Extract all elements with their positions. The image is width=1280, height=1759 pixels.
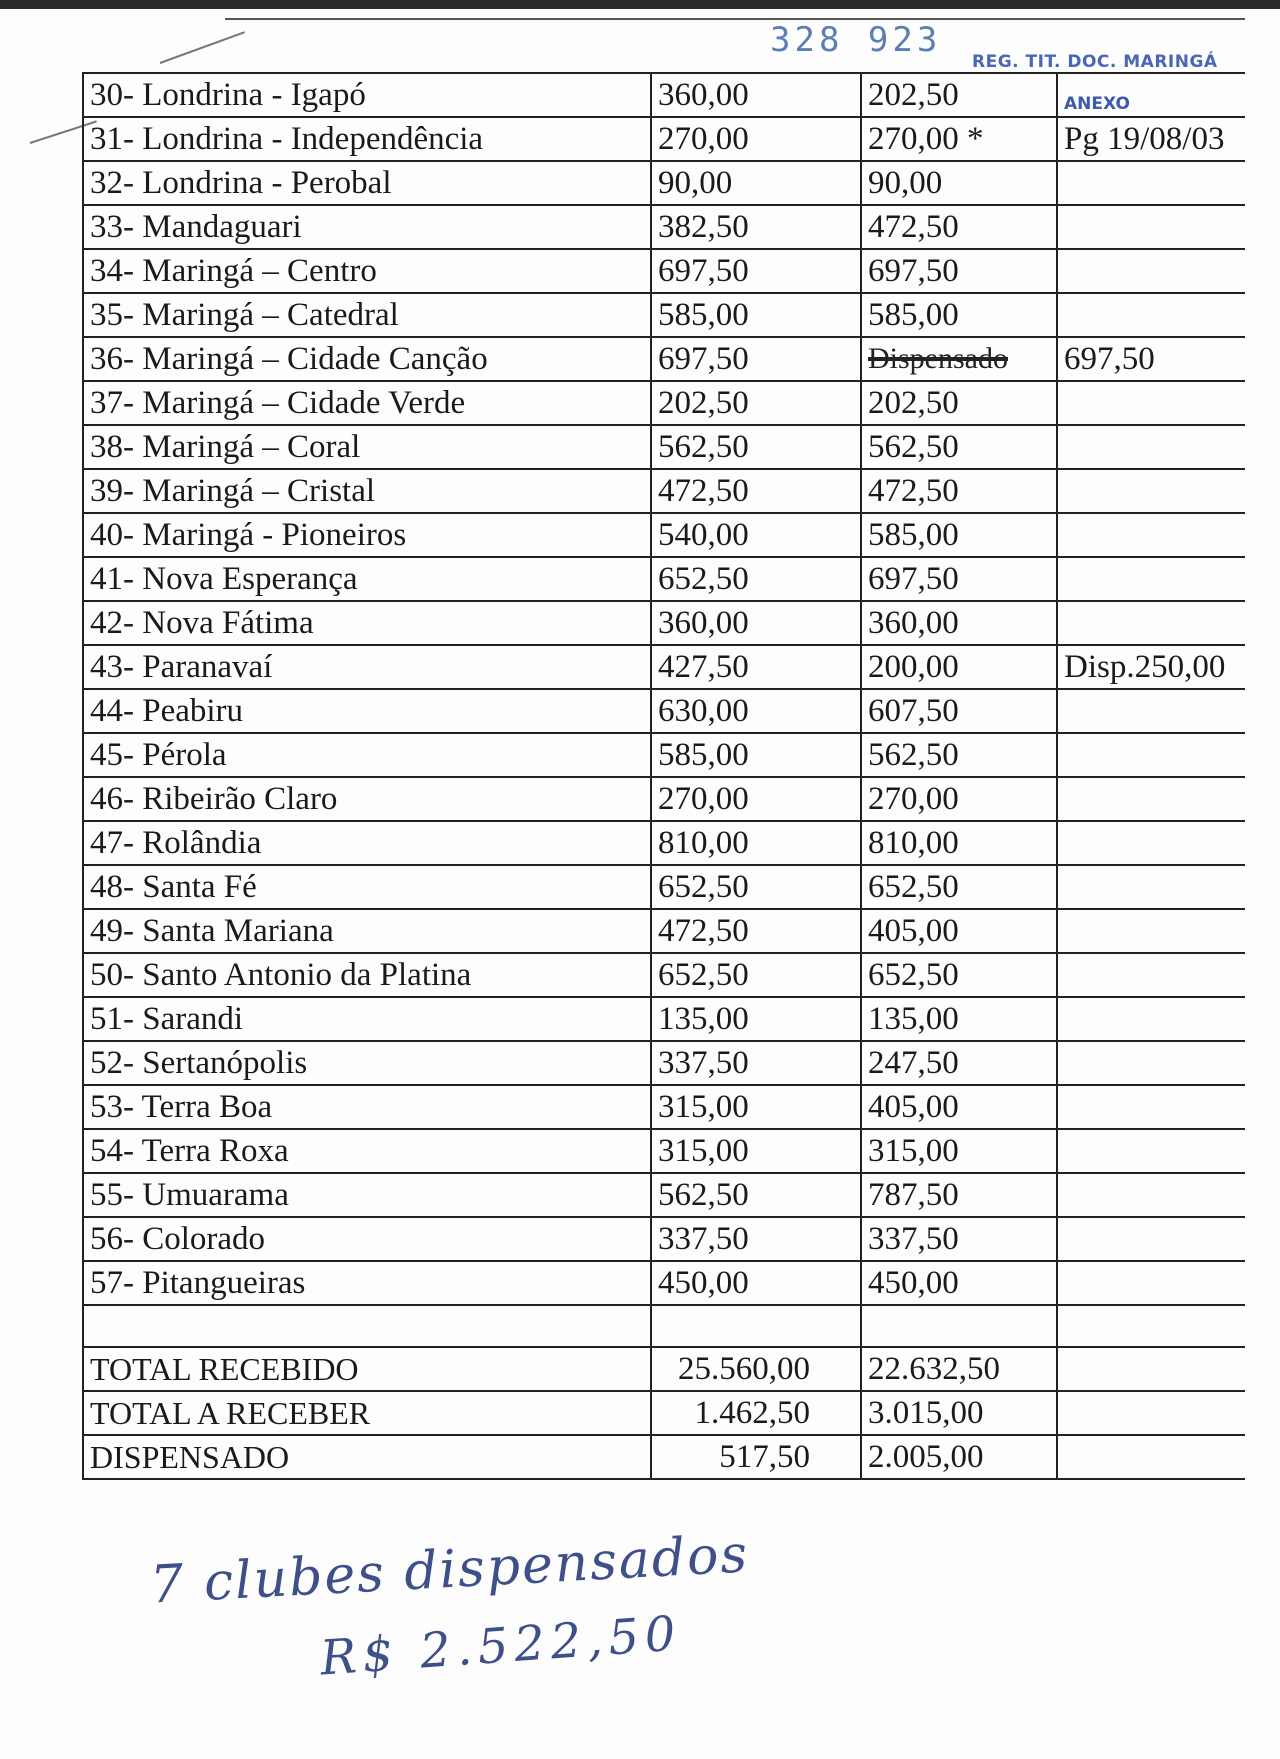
handwritten-note-line2: R$ 2.522,50 [318,1605,684,1687]
table-row [83,513,1245,557]
club-name: 32- Londrina - Perobal [83,161,651,205]
table-row [83,1261,1245,1305]
row-note: 697,50 [1057,337,1245,381]
club-name: 30- Londrina - Igapó [83,73,651,117]
empty-cell [1057,1391,1245,1435]
club-name: 33- Mandaguari [83,205,651,249]
amount-received: 585,00 [651,733,861,777]
total-row [83,1391,1245,1435]
amount-second: 652,50 [861,953,1057,997]
amount-second: 697,50 [861,557,1057,601]
amount-received: 337,50 [651,1041,861,1085]
row-note: Pg 19/08/03 [1057,117,1245,161]
total-value-1: 517,50 [651,1435,861,1479]
amount-second: 585,00 [861,513,1057,557]
amount-received: 337,50 [651,1217,861,1261]
row-note [1057,601,1245,645]
table-row [83,821,1245,865]
club-name: 35- Maringá – Catedral [83,293,651,337]
amount-second: 202,50 [861,73,1057,117]
amount-received: 450,00 [651,1261,861,1305]
table-body [83,73,1245,1479]
table-row [83,1129,1245,1173]
table-row [83,293,1245,337]
row-note [1057,293,1245,337]
table-row [83,777,1245,821]
row-note [1057,689,1245,733]
amount-second: 405,00 [861,1085,1057,1129]
table-row [83,733,1245,777]
club-name: 43- Paranavaí [83,645,651,689]
spacer-row [83,1305,1245,1347]
total-value-2: 3.015,00 [861,1391,1057,1435]
total-row [83,1435,1245,1479]
row-note [1057,777,1245,821]
empty-cell [1057,1347,1245,1391]
amount-second: 562,50 [861,425,1057,469]
amount-received: 630,00 [651,689,861,733]
empty-cell [1057,1435,1245,1479]
total-label: TOTAL RECEBIDO [83,1347,651,1391]
amount-second: 270,00 [861,777,1057,821]
table-row [83,1217,1245,1261]
amount-received: 360,00 [651,601,861,645]
club-name: 53- Terra Boa [83,1085,651,1129]
club-name: 38- Maringá – Coral [83,425,651,469]
amount-second: 202,50 [861,381,1057,425]
club-payments-table [82,72,1245,1480]
amount-second: 337,50 [861,1217,1057,1261]
row-note [1057,557,1245,601]
amount-received: 585,00 [651,293,861,337]
club-name: 52- Sertanópolis [83,1041,651,1085]
club-name: 39- Maringá – Cristal [83,469,651,513]
club-name: 40- Maringá - Pioneiros [83,513,651,557]
table-row [83,689,1245,733]
row-note [1057,953,1245,997]
amount-received: 540,00 [651,513,861,557]
row-note [1057,469,1245,513]
row-note [1057,997,1245,1041]
amount-second: 315,00 [861,1129,1057,1173]
club-name: 45- Pérola [83,733,651,777]
table-row [83,645,1245,689]
amount-received: 270,00 [651,777,861,821]
total-row [83,1347,1245,1391]
amount-received: 562,50 [651,1173,861,1217]
empty-cell [651,1305,861,1347]
empty-cell [83,1305,651,1347]
registry-stamp: REG. TIT. DOC. MARINGÁ [972,52,1218,72]
amount-second: 270,00 * [861,117,1057,161]
empty-cell [861,1305,1057,1347]
protocol-stamp-number: 328 923 [770,20,942,60]
row-note [1057,425,1245,469]
table-row [83,73,1245,117]
table-row [83,117,1245,161]
table-row [83,425,1245,469]
table-row [83,997,1245,1041]
amount-second: 360,00 [861,601,1057,645]
table-row [83,161,1245,205]
row-note [1057,821,1245,865]
row-note [1057,1041,1245,1085]
amount-received: 360,00 [651,73,861,117]
row-note [1057,1217,1245,1261]
amount-received: 427,50 [651,645,861,689]
amount-received: 697,50 [651,337,861,381]
amount-received: 562,50 [651,425,861,469]
club-name: 56- Colorado [83,1217,651,1261]
row-note: Disp.250,00 [1057,645,1245,689]
club-name: 41- Nova Esperança [83,557,651,601]
amount-received: 697,50 [651,249,861,293]
amount-received: 315,00 [651,1085,861,1129]
row-note [1057,1173,1245,1217]
table-row [83,865,1245,909]
total-label: DISPENSADO [83,1435,651,1479]
top-rule [225,18,1245,20]
amount-received: 270,00 [651,117,861,161]
table-row [83,381,1245,425]
amount-received: 382,50 [651,205,861,249]
club-name: 36- Maringá – Cidade Canção [83,337,651,381]
row-note [1057,865,1245,909]
row-note [1057,1261,1245,1305]
row-note [1057,381,1245,425]
club-name: 51- Sarandi [83,997,651,1041]
table-row [83,557,1245,601]
empty-cell [1057,1305,1245,1347]
scan-mark [160,31,245,64]
amount-second: 585,00 [861,293,1057,337]
table-row [83,249,1245,293]
amount-received: 652,50 [651,953,861,997]
total-label: TOTAL A RECEBER [83,1391,651,1435]
amount-second: 405,00 [861,909,1057,953]
amount-second: 472,50 [861,469,1057,513]
club-name: 31- Londrina - Independência [83,117,651,161]
row-note: ANEXO [1057,73,1245,117]
table-row [83,601,1245,645]
club-name: 57- Pitangueiras [83,1261,651,1305]
scan-top-edge [0,0,1280,9]
row-note [1057,249,1245,293]
row-note [1057,1129,1245,1173]
club-name: 46- Ribeirão Claro [83,777,651,821]
row-note [1057,733,1245,777]
amount-second: 652,50 [861,865,1057,909]
row-note [1057,513,1245,557]
club-name: 37- Maringá – Cidade Verde [83,381,651,425]
amount-received: 810,00 [651,821,861,865]
handwritten-note-line1: 7 clubes dispensados [148,1524,751,1616]
club-name: 54- Terra Roxa [83,1129,651,1173]
total-value-1: 25.560,00 [651,1347,861,1391]
amount-second: 247,50 [861,1041,1057,1085]
club-name: 48- Santa Fé [83,865,651,909]
amount-second: 90,00 [861,161,1057,205]
amount-received: 472,50 [651,909,861,953]
club-name: 47- Rolândia [83,821,651,865]
amount-received: 90,00 [651,161,861,205]
row-note [1057,1085,1245,1129]
table-row [83,1041,1245,1085]
amount-second: 697,50 [861,249,1057,293]
table-row [83,469,1245,513]
club-name: 34- Maringá – Centro [83,249,651,293]
club-name: 55- Umuarama [83,1173,651,1217]
amount-second: 787,50 [861,1173,1057,1217]
amount-received: 315,00 [651,1129,861,1173]
amount-received: 472,50 [651,469,861,513]
row-note [1057,161,1245,205]
table-row [83,337,1245,381]
row-note [1057,909,1245,953]
amount-second: 450,00 [861,1261,1057,1305]
amount-second: 472,50 [861,205,1057,249]
table-row [83,1085,1245,1129]
amount-second: 562,50 [861,733,1057,777]
club-name: 42- Nova Fátima [83,601,651,645]
table-row [83,1173,1245,1217]
row-note [1057,205,1245,249]
amount-received: 135,00 [651,997,861,1041]
table-row [83,205,1245,249]
amount-second: 135,00 [861,997,1057,1041]
total-value-2: 22.632,50 [861,1347,1057,1391]
amount-received: 652,50 [651,865,861,909]
total-value-2: 2.005,00 [861,1435,1057,1479]
club-name: 50- Santo Antonio da Platina [83,953,651,997]
amount-second: 810,00 [861,821,1057,865]
amount-received: 202,50 [651,381,861,425]
amount-second: 200,00 [861,645,1057,689]
club-name: 44- Peabiru [83,689,651,733]
club-name: 49- Santa Mariana [83,909,651,953]
table-row [83,953,1245,997]
amount-second: 607,50 [861,689,1057,733]
table-row [83,909,1245,953]
total-value-1: 1.462,50 [651,1391,861,1435]
amount-received: 652,50 [651,557,861,601]
amount-second: Dispensado [861,337,1057,381]
